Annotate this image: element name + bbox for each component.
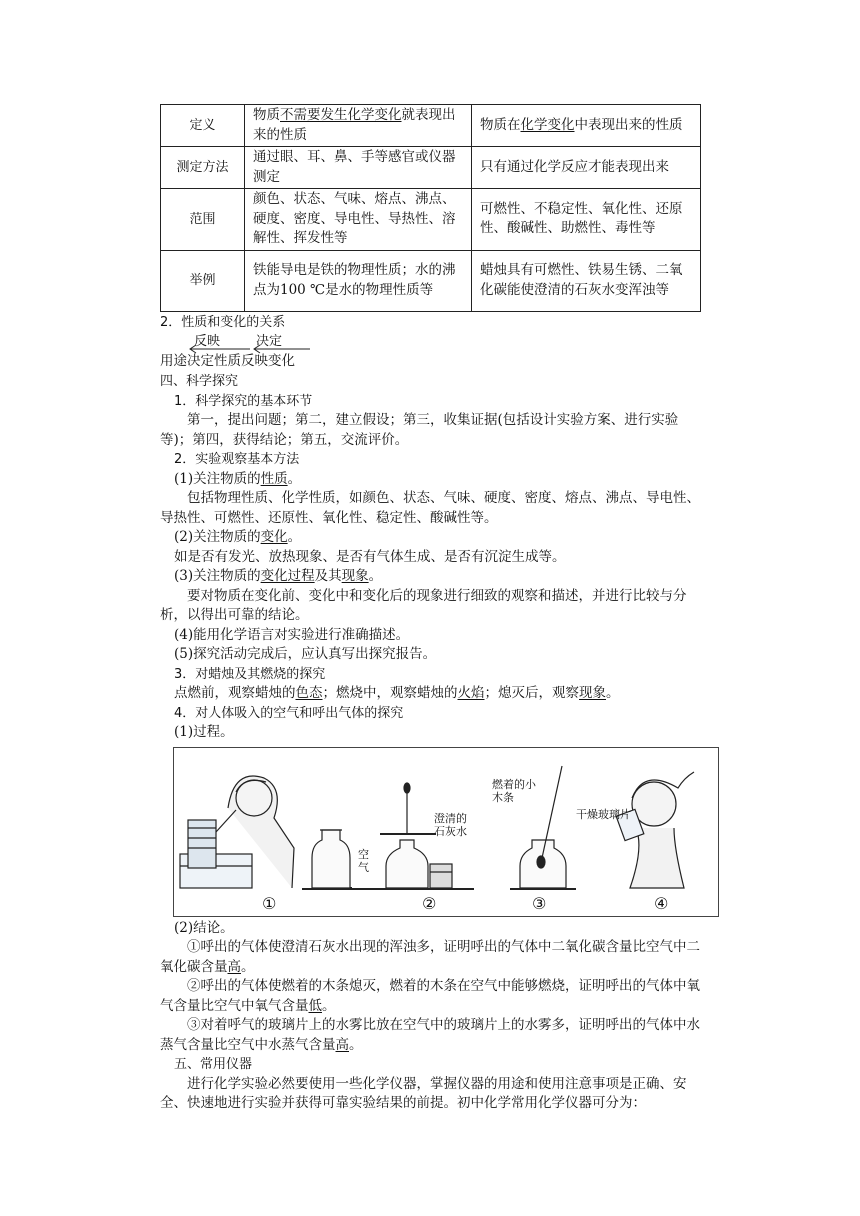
splint-label: 燃着的小木条: [492, 777, 536, 804]
section-heading: 五、常用仪器: [174, 1057, 253, 1072]
row-header: 定义: [161, 105, 245, 147]
paragraph: 如是否有发光、放热现象、是否有气体生成、是否有沉淀生成等。: [174, 548, 566, 565]
row-header: 范围: [161, 189, 245, 251]
paragraph: (5)探究活动完成后，应认真写出探究报告。: [174, 646, 437, 662]
physical-cell: 通过眼、耳、鼻、手等感官或仪器测定: [245, 147, 472, 189]
section-heading: 四、科学探究: [160, 374, 239, 389]
decide-label: 决定: [256, 334, 283, 349]
chemical-cell: 可燃性、不稳定性、氧化性、还原性、酸碱性、助燃性、毒性等: [472, 189, 701, 251]
section-heading: 2．性质和变化的关系: [160, 314, 286, 330]
chemical-cell: 物质在化学变化中表现出来的性质: [472, 105, 701, 147]
figure-number: ③: [532, 893, 547, 913]
paragraph: (2)关注物质的变化。: [174, 529, 302, 545]
relation-diagram: [160, 332, 700, 372]
row-header: 测定方法: [161, 147, 245, 189]
table-row: [161, 250, 701, 311]
figure-number: ①: [262, 893, 277, 913]
limewater-label: 澄清的石灰水: [434, 811, 467, 838]
row-header: 举例: [161, 250, 245, 311]
paragraph: (1)关注物质的性质。: [174, 470, 302, 487]
paragraph: (4)能用化学语言对实验进行准确描述。: [174, 626, 410, 643]
sub-heading: 2．实验观察基本方法: [174, 452, 300, 467]
chemical-cell: 蜡烛具有可燃性、铁易生锈、二氧化碳能使澄清的石灰水变浑浊等: [472, 250, 701, 311]
paragraph: ②呼出的气体使燃着的木条熄灭，燃着的木条在空气中能够燃烧，证明呼出的气体中氧气含量比空气中氧气含量低。: [160, 978, 700, 1014]
paragraph: 要对物质在变化前、变化中和变化后的现象进行细致的观察和描述，并进行比较与分析，以得出可靠的结论。: [160, 587, 687, 623]
paragraph: (3)关注物质的变化过程及其现象。: [174, 568, 383, 584]
paragraph: 点燃前，观察蜡烛的色态；燃烧中，观察蜡烛的火焰；熄灭后，观察现象。: [174, 685, 620, 701]
property-table: [160, 104, 701, 312]
physical-cell: 铁能导电是铁的物理性质；水的沸点为100 ℃是水的物理性质等: [245, 250, 472, 311]
chemical-cell: 只有通过化学反应才能表现出来: [472, 147, 701, 189]
paragraph: ①呼出的气体使澄清石灰水出现的浑浊多，证明呼出的气体中二氧化碳含量比空气中二氧化碳含量高。: [160, 939, 700, 975]
paragraph: (1)过程。: [174, 724, 234, 740]
relation-line: 用途决定性质反映变化: [160, 353, 295, 369]
figure-number: ④: [654, 893, 669, 913]
paragraph: 进行化学实验必然要使用一些化学仪器，掌握仪器的用途和使用注意事项是正确、安全、快速地进行实验并获得可靠实验结果的前提。初中化学常用化学仪器可分为：: [160, 1075, 687, 1111]
table-row: [161, 147, 701, 189]
sub-heading: 3．对蜡烛及其燃烧的探究: [174, 666, 326, 682]
physical-cell: 颜色、状态、气味、熔点、沸点、硬度、密度、导电性、导热性、溶解性、挥发性等: [245, 189, 472, 251]
sub-heading: 1．科学探究的基本环节: [174, 393, 313, 409]
paragraph: (2)结论。: [174, 919, 234, 936]
paragraph: 第一，提出问题；第二，建立假设；第三，收集证据(包括设计实验方案、进行实验等)；第四，获得结论；第五，交流评价。: [160, 412, 679, 448]
experiment-figure: [173, 747, 719, 917]
paragraph: 包括物理性质、化学性质，如颜色、状态、气味、硬度、密度、熔点、沸点、导电性、导热性、可燃性、还原性、氧化性、稳定性、酸碱性等。: [160, 490, 700, 526]
reflect-label: 反映: [194, 334, 221, 349]
paragraph: ③对着呼气的玻璃片上的水雾比放在空气中的玻璃片上的水雾多，证明呼出的气体中水蒸气含量比空气中水蒸气含量高。: [160, 1017, 700, 1053]
figure-number: ②: [422, 893, 437, 913]
table-row: [161, 105, 701, 147]
sub-heading: 4．对人体吸入的空气和呼出气体的探究: [174, 705, 404, 721]
document-page: [160, 104, 700, 1114]
physical-cell: 物质不需要发生化学变化就表现出来的性质: [245, 105, 472, 147]
air-label: 空气: [358, 847, 369, 874]
glass-label: 干燥玻璃片: [576, 807, 631, 821]
table-row: [161, 189, 701, 251]
